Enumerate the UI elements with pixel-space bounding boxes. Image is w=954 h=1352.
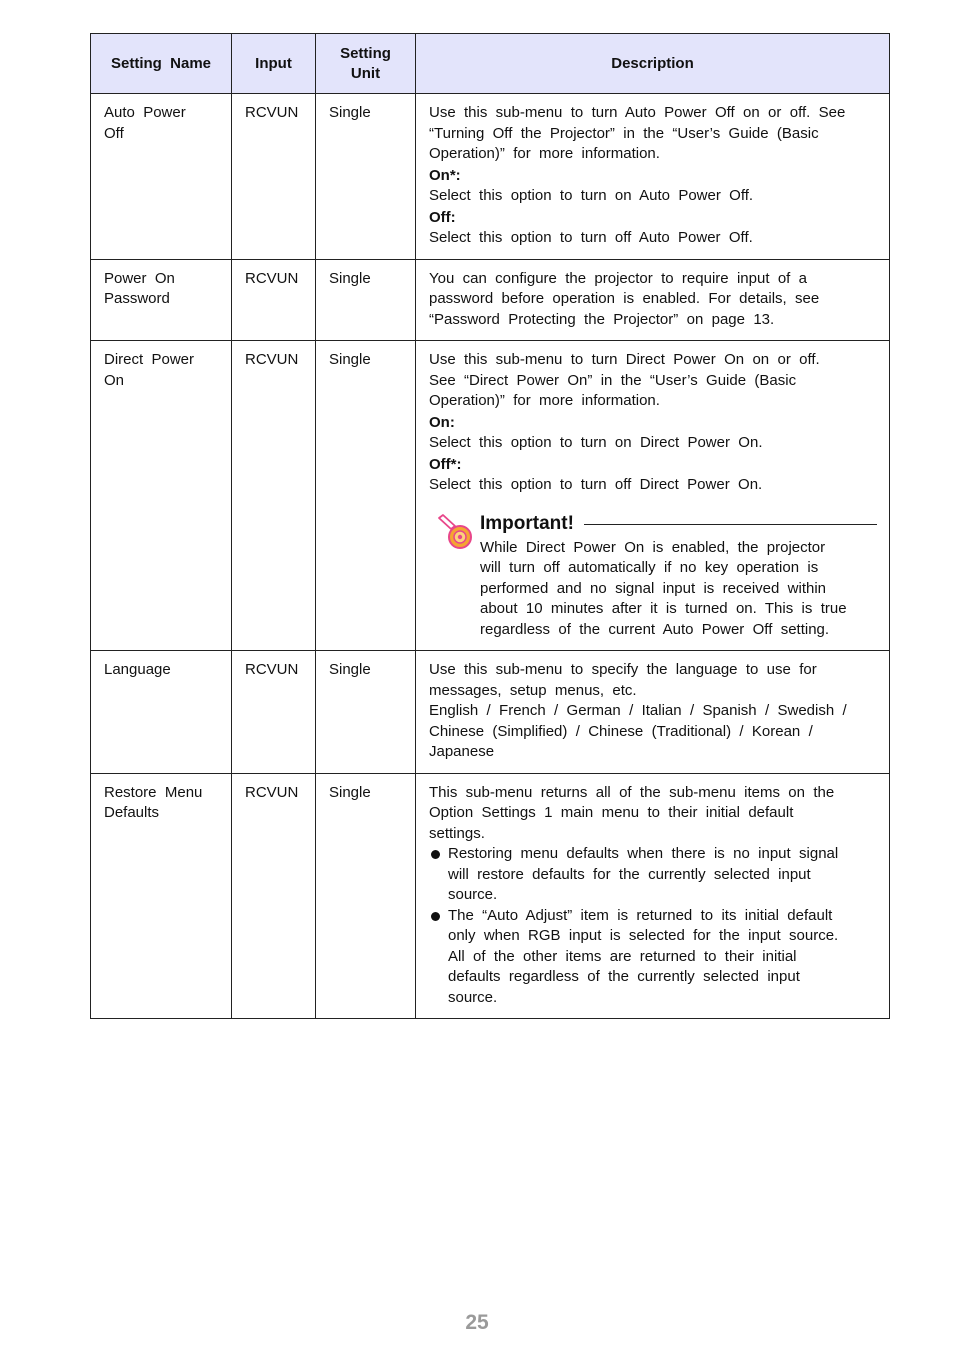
list-item: The “Auto Adjust” item is returned to its initial default only when RGB input is selected for the input source. All of the other items are returned to their initial defaults regardless of the currently selected input source. — [429, 906, 877, 1009]
table-row — [91, 94, 890, 260]
setting-unit-cell: Single — [316, 341, 416, 651]
option-on-text: Select this option to turn on Direct Power On. — [429, 434, 763, 451]
important-text: While Direct Power On is enabled, the projector will turn off automatically if no key operation is performed and no signal input is received within about 10 minutes after it is turned on. This is true regardless of the current Auto Power Off setting. — [480, 538, 847, 638]
setting-name-cell: Language — [91, 651, 232, 774]
bullet-icon — [431, 912, 440, 921]
important-heading — [480, 512, 877, 538]
setting-name-cell: Power On Password — [91, 259, 232, 341]
page-number: 25 — [465, 1311, 489, 1334]
description-cell — [416, 341, 890, 651]
description-intro: Use this sub-menu to specify the language to use for messages, setup menus, etc. English / French / German / Italian / Spanish / Swedish / Chinese (Simplified) / Chinese (Traditional) / Korean / Japanese — [429, 661, 847, 760]
option-off-label: Off*: — [429, 455, 462, 473]
input-cell: RCVUN — [232, 341, 316, 651]
header-setting-unit: Setting Unit — [316, 34, 416, 94]
input-cell: RCVUN — [232, 94, 316, 260]
important-note — [429, 512, 877, 641]
important-rule — [584, 524, 877, 525]
table-row — [91, 651, 890, 774]
table-row — [91, 341, 890, 651]
input-cell: RCVUN — [232, 773, 316, 1019]
setting-name-cell: Auto Power Off — [91, 94, 232, 260]
bullet-list — [429, 844, 877, 1008]
description-cell — [416, 651, 890, 774]
description-intro: Use this sub-menu to turn Direct Power On on or off. See “Direct Power On” in the “User’s Guide (Basic Operation)” for more information. — [429, 351, 820, 409]
table-header-row — [91, 34, 890, 94]
header-input: Input — [232, 34, 316, 94]
settings-table — [90, 33, 890, 1019]
table-row — [91, 259, 890, 341]
input-cell: RCVUN — [232, 651, 316, 774]
option-on-text: Select this option to turn on Auto Power Off. — [429, 187, 754, 204]
description-intro: You can configure the projector to require input of a password before operation is enabled. For details, see “Password Protecting the Projector” on page 13. — [429, 269, 820, 328]
option-off-text: Select this option to turn off Direct Power On. — [429, 476, 763, 493]
option-off-label: Off: — [429, 208, 456, 226]
table-row — [91, 773, 890, 1019]
option-on-label: On: — [429, 413, 455, 431]
description-intro: This sub-menu returns all of the sub-menu items on the Option Settings 1 main menu to their initial default settings. — [429, 783, 835, 842]
setting-unit-cell: Single — [316, 259, 416, 341]
setting-unit-cell: Single — [316, 651, 416, 774]
important-pin-icon — [435, 512, 475, 552]
setting-unit-cell: Single — [316, 773, 416, 1019]
description-cell — [416, 773, 890, 1019]
setting-name-cell: Restore Menu Defaults — [91, 773, 232, 1019]
option-on-label: On*: — [429, 166, 461, 184]
header-description: Description — [416, 34, 890, 94]
description-cell — [416, 259, 890, 341]
input-cell: RCVUN — [232, 259, 316, 341]
setting-unit-cell: Single — [316, 94, 416, 260]
setting-name-cell: Direct Power On — [91, 341, 232, 651]
header-setting-name: Setting Name — [91, 34, 232, 94]
list-item: Restoring menu defaults when there is no input signal will restore defaults for the currently selected input source. — [429, 844, 877, 906]
option-off-text: Select this option to turn off Auto Power Off. — [429, 229, 753, 246]
bullet-icon — [431, 850, 440, 859]
description-cell — [416, 94, 890, 260]
important-title: Important! — [480, 513, 574, 535]
description-intro: Use this sub-menu to turn Auto Power Off on or off. See “Turning Off the Projector” in the “User’s Guide (Basic Operation)” for more information. — [429, 104, 846, 162]
